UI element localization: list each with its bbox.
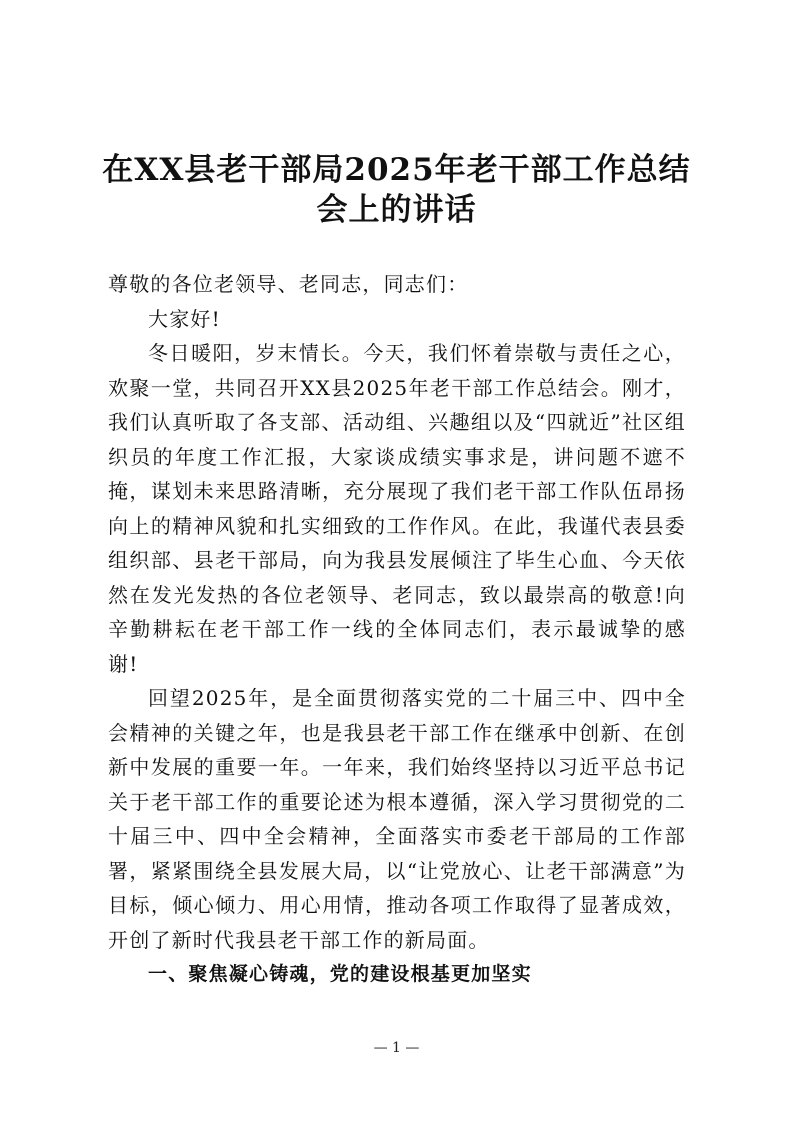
- paragraph: 冬日暖阳，岁末情长。今天，我们怀着崇敬与责任之心，欢聚一堂，共同召开XX县2025年老干部工作总结会。刚才，我们认真听取了各支部、活动组、兴趣组以及“四就近”社区组织员的年度工作汇报，大家谈成绩实事求是，讲问题不遮不掩，谋划未来思路清晰，充分展现了我们老干部工作队伍昂扬向上的精神风貌和扎实细致的工作作风。在此，我谨代表县委组织部、县老干部局，向为我县发展倾注了毕生心血、今天依然在发光发热的各位老领导、老同志，致以最崇高的敬意!向辛勤耕耘在老干部工作一线的全体同志们，表示最诚挚的感谢!: [108, 341, 686, 676]
- document-body: [108, 267, 686, 992]
- page-number: — 1 —: [373, 1040, 420, 1056]
- salutation: 尊敬的各位老领导、老同志，同志们：: [108, 272, 469, 296]
- document-title: [80, 150, 713, 230]
- title-line-2: 会上的讲话: [316, 192, 477, 228]
- title-line-1: 在XX县老干部局2025年老干部工作总结: [102, 152, 691, 188]
- section-heading: 一、聚焦凝心铸魂，党的建设根基更加坚实: [148, 963, 532, 985]
- paragraph: 回望2025年，是全面贯彻落实党的二十届三中、四中全会精神的关键之年，也是我县老干部工作在继承中创新、在创新中发展的重要一年。一年来，我们始终坚持以习近平总书记关于老干部工作的重要论述为根本遵循，深入学习贯彻党的二十届三中、四中全会精神，全面落实市委老干部局的工作部署，紧紧围绕全县发展大局，以“让党放心、让老干部满意”为目标，倾心倾力、用心用情，推动各项工作取得了显著成效，开创了新时代我县老干部工作的新局面。: [108, 686, 686, 952]
- greeting: 大家好!: [148, 306, 221, 331]
